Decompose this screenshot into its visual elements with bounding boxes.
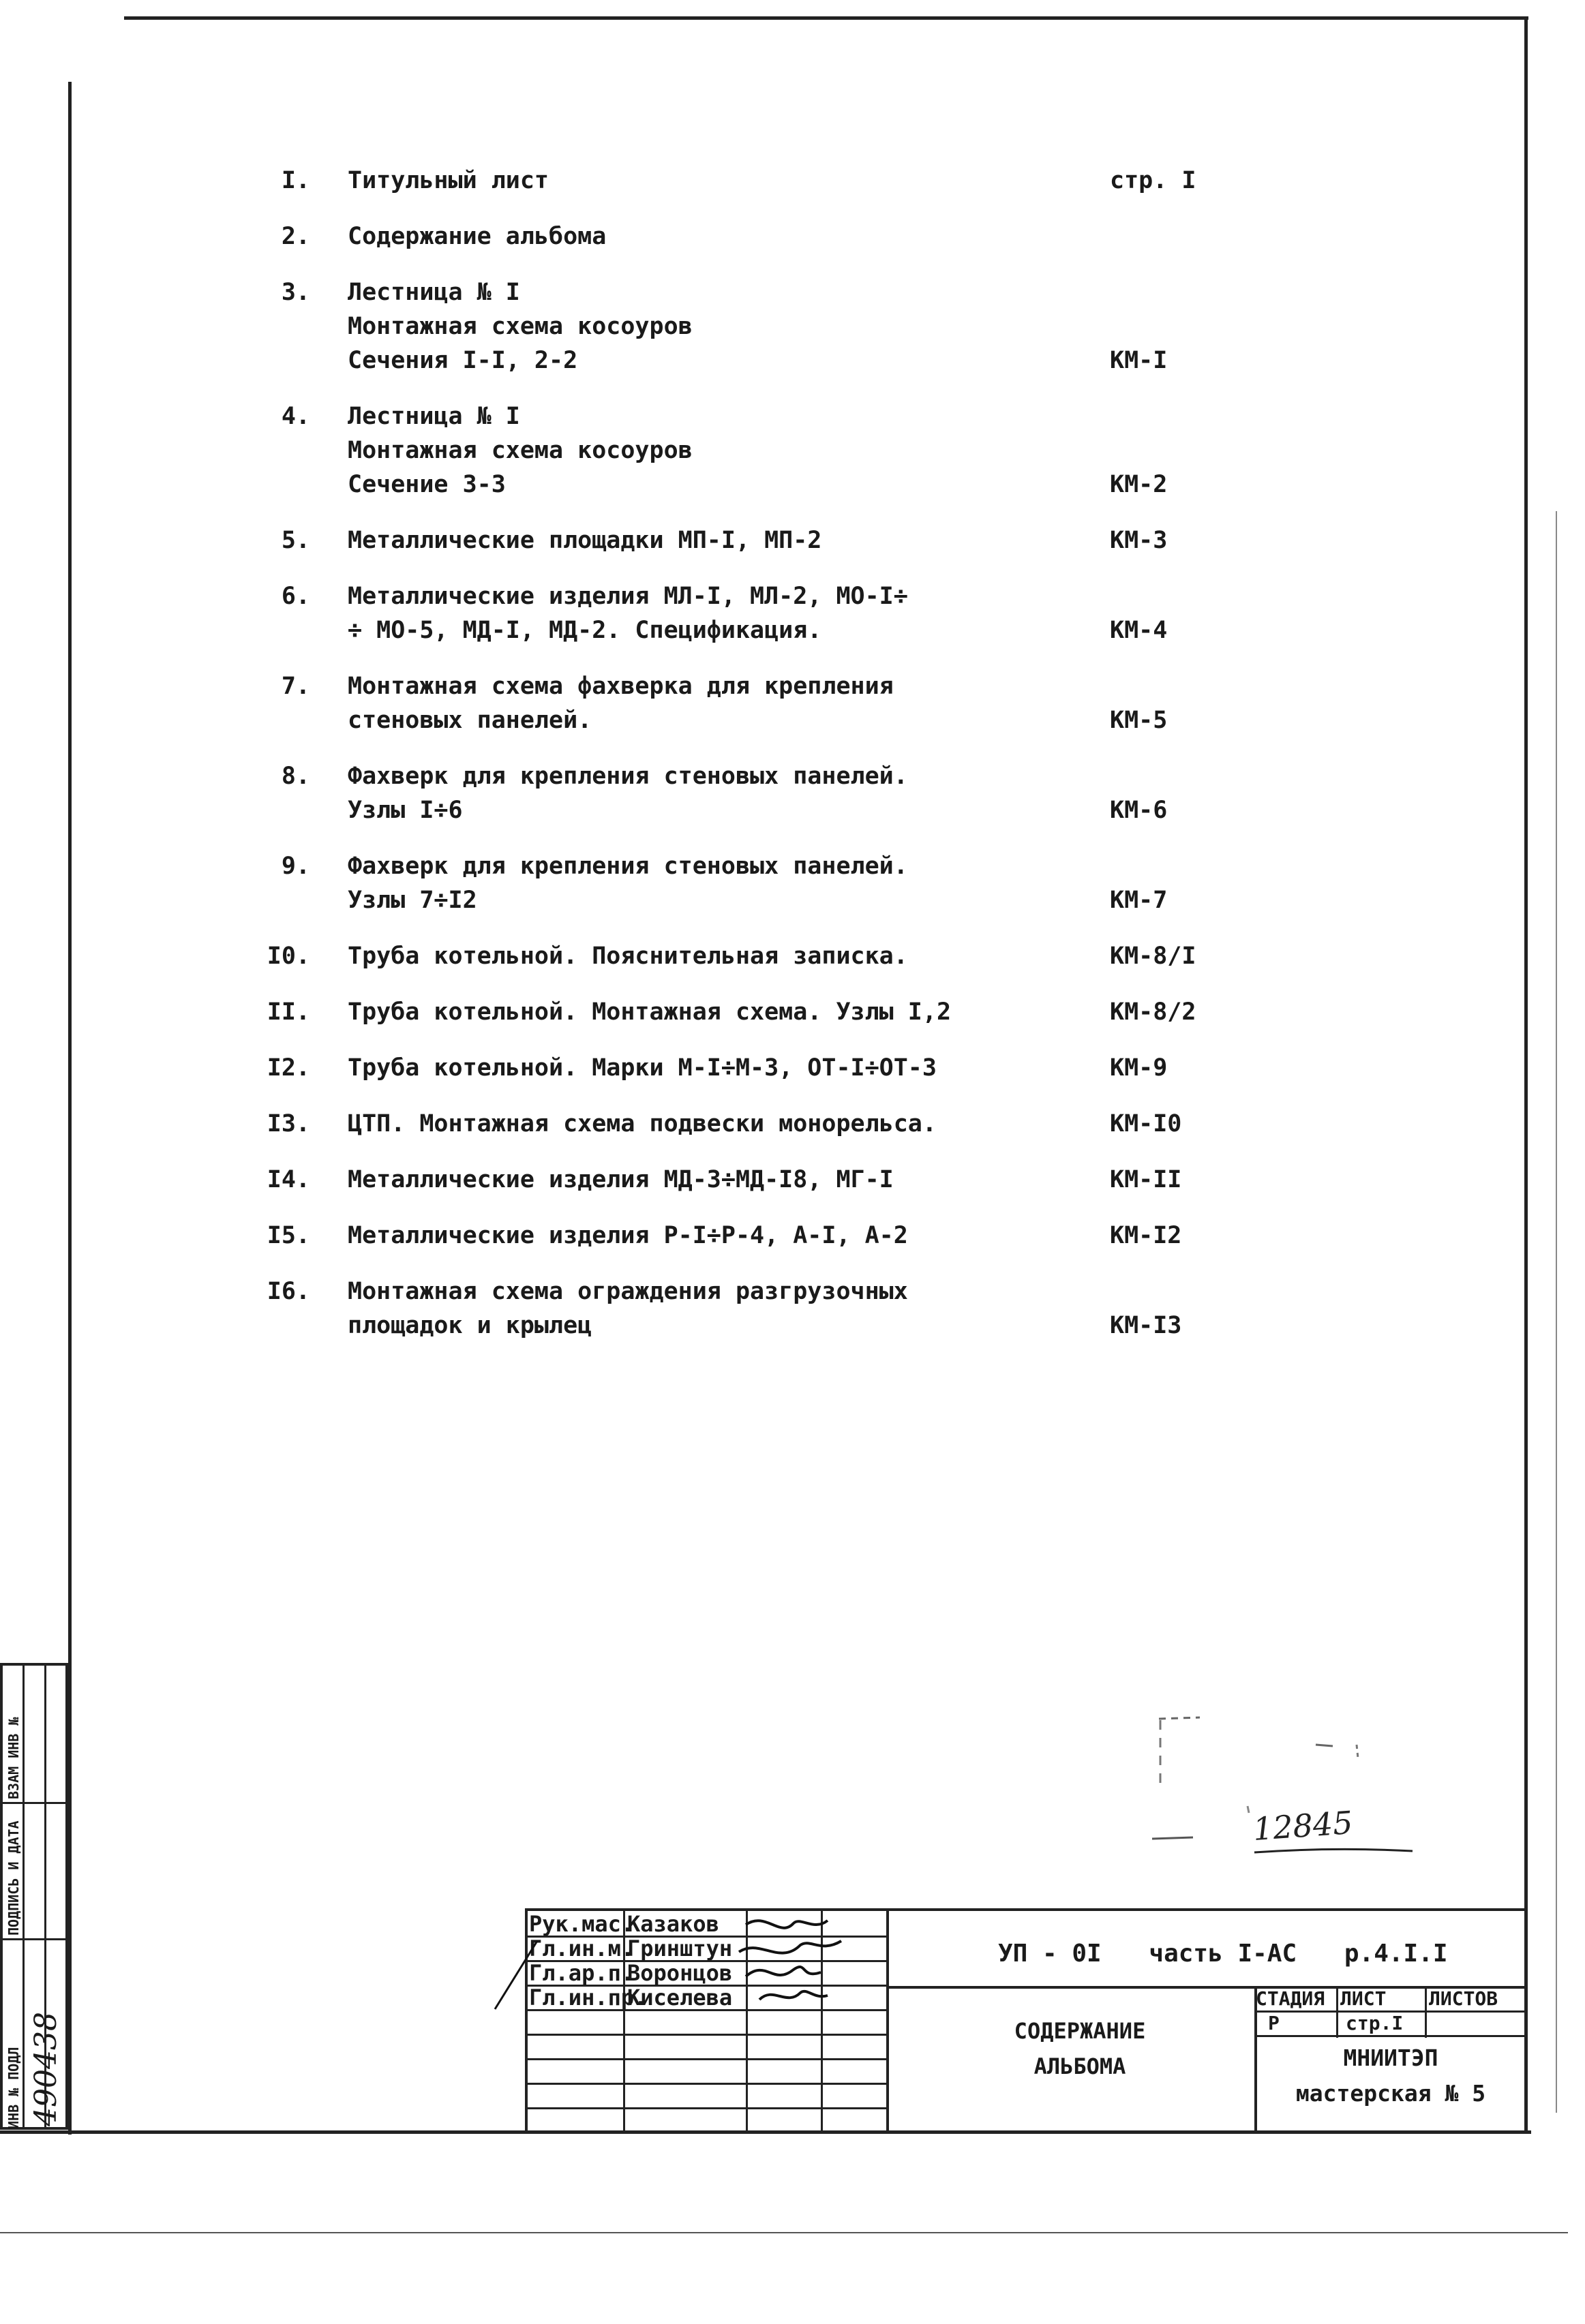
sig-name: Казаков xyxy=(627,1911,719,1937)
document-code xyxy=(998,1940,1481,1968)
toc-number: I. xyxy=(281,167,310,194)
toc-line: Содержание альбома xyxy=(348,223,607,250)
toc-item xyxy=(245,579,1213,647)
toc-text xyxy=(348,399,961,502)
handwritten-signatures xyxy=(732,1911,855,2013)
org-workshop: мастерская № 5 xyxy=(1295,2080,1486,2107)
toc-text xyxy=(348,1163,961,1197)
sheet-title-line: АЛЬБОМА xyxy=(1033,2053,1126,2079)
toc-number: 9. xyxy=(281,853,310,880)
toc-text xyxy=(348,995,961,1029)
contents-list xyxy=(245,164,1213,1364)
toc-sheet-ref: КМ-4 xyxy=(1110,617,1168,644)
toc-line: Металлические изделия МЛ-I, МЛ-2, МО-I÷ xyxy=(348,583,908,610)
handwritten-underline xyxy=(1252,1844,1415,1858)
toc-text xyxy=(348,579,961,647)
toc-item xyxy=(245,1051,1213,1085)
toc-number: I6. xyxy=(267,1278,310,1305)
sig-role: Рук.мас. xyxy=(529,1911,635,1937)
toc-line: Титульный лист xyxy=(348,167,549,194)
toc-line: Труба котельной. Монтажная схема. Узлы I,2 xyxy=(348,998,952,1026)
strip-label-replace: ВЗАМ ИНВ № xyxy=(5,1717,22,1799)
sig-row-line xyxy=(528,2083,889,2085)
toc-item xyxy=(245,669,1213,737)
toc-number: II. xyxy=(267,998,310,1026)
toc-line: Фахверк для крепления стеновых панелей. xyxy=(348,763,908,790)
toc-sheet-ref: КМ-9 xyxy=(1110,1054,1168,1082)
toc-line: Сечение 3-3 xyxy=(348,471,506,498)
toc-sheet-ref: КМ-3 xyxy=(1110,527,1168,554)
toc-sheet-ref: КМ-I xyxy=(1110,347,1168,374)
toc-sheet-ref: КМ-II xyxy=(1110,1166,1182,1193)
toc-line: Сечения I-I, 2-2 xyxy=(348,347,578,374)
toc-item xyxy=(245,1163,1213,1197)
left-archive-strip xyxy=(0,1663,68,2130)
toc-sheet-ref: КМ-I2 xyxy=(1110,1222,1182,1249)
toc-number: 5. xyxy=(281,527,310,554)
toc-item xyxy=(245,523,1213,557)
toc-number: 8. xyxy=(281,763,310,790)
sig-role: Гл.ин.пр. xyxy=(529,1985,648,2010)
page-right-edge-line xyxy=(1556,511,1557,2113)
toc-item xyxy=(245,275,1213,378)
toc-item xyxy=(245,219,1213,254)
frame-left-border xyxy=(68,82,72,2135)
code-part: часть I-АС xyxy=(1149,1940,1297,1968)
strip-label-inv: ИНВ № ПОДЛ xyxy=(5,2047,22,2129)
toc-line: Монтажная схема фахверка для крепления xyxy=(348,673,894,700)
toc-number: I4. xyxy=(267,1166,310,1193)
toc-text xyxy=(348,669,961,737)
sheet-header: ЛИСТ xyxy=(1340,1987,1387,2010)
toc-text xyxy=(348,219,961,254)
strip-divider xyxy=(3,1938,65,1940)
toc-line: Узлы 7÷I2 xyxy=(348,887,477,914)
toc-line: ÷ МО-5, МД-I, МД-2. Спецификация. xyxy=(348,617,822,644)
strip-inv-number: 490438 xyxy=(29,2012,63,2126)
toc-line: Лестница № I xyxy=(348,403,520,430)
sig-role: Гл.ин.м. xyxy=(529,1936,635,1961)
sheet-value: стр.I xyxy=(1346,2012,1404,2034)
pen-stroke xyxy=(492,1938,540,2013)
stage-header: СТАДИЯ xyxy=(1256,1987,1325,2010)
stage-sheet-grid xyxy=(1254,1986,1527,2038)
toc-item xyxy=(245,1107,1213,1141)
toc-sheet-ref: КМ-7 xyxy=(1110,887,1168,914)
toc-line: Узлы I÷6 xyxy=(348,797,463,824)
toc-item xyxy=(245,849,1213,917)
title-block xyxy=(525,1908,1527,2133)
toc-number: 4. xyxy=(281,403,310,430)
organization xyxy=(1254,2040,1527,2111)
toc-line: Металлические изделия Р-I÷Р-4, А-I, А-2 xyxy=(348,1222,908,1249)
toc-line: ЦТП. Монтажная схема подвески монорельса. xyxy=(348,1110,937,1137)
toc-sheet-ref: КМ-2 xyxy=(1110,471,1168,498)
sig-name: Воронцов xyxy=(627,1960,733,1986)
toc-text xyxy=(348,1051,961,1085)
toc-number: 2. xyxy=(281,223,310,250)
toc-item xyxy=(245,399,1213,502)
toc-sheet-ref: КМ-I0 xyxy=(1110,1110,1182,1137)
toc-line: Монтажная схема ограждения разгрузочных xyxy=(348,1278,908,1305)
sig-row-line xyxy=(528,2058,889,2060)
toc-line: Металлические изделия МД-3÷МД-I8, МГ-I xyxy=(348,1166,894,1193)
strip-label-signature: ПОДПИСЬ И ДАТА xyxy=(5,1820,22,1936)
toc-sheet-ref: стр. I xyxy=(1110,167,1196,194)
strip-divider xyxy=(3,1802,65,1804)
toc-sheet-ref: КМ-5 xyxy=(1110,707,1168,734)
toc-number: I0. xyxy=(267,943,310,970)
toc-sheet-ref: КМ-I3 xyxy=(1110,1312,1182,1339)
toc-line: Монтажная схема косоуров xyxy=(348,437,693,464)
toc-item xyxy=(245,995,1213,1029)
sig-name: Киселева xyxy=(627,1985,733,2010)
toc-text xyxy=(348,1107,961,1141)
toc-item xyxy=(245,939,1213,973)
toc-text xyxy=(348,523,961,557)
toc-text xyxy=(348,1219,961,1253)
toc-line: Монтажная схема косоуров xyxy=(348,313,693,340)
grid-line xyxy=(1425,1986,1427,2038)
toc-text xyxy=(348,939,961,973)
toc-number: I3. xyxy=(267,1110,310,1137)
toc-sheet-ref: КМ-8/2 xyxy=(1110,998,1196,1026)
code-section: р.4.I.I xyxy=(1344,1940,1448,1968)
frame-right-border xyxy=(1524,16,1528,2133)
toc-item xyxy=(245,759,1213,827)
stage-value: Р xyxy=(1268,2012,1280,2034)
sig-row-line xyxy=(528,2034,889,2036)
sheet-title xyxy=(937,2013,1223,2084)
toc-line: Труба котельной. Пояснительная записка. xyxy=(348,943,908,970)
page-edge-line xyxy=(0,2232,1568,2233)
grid-line xyxy=(1254,2035,1527,2037)
toc-line: Лестница № I xyxy=(348,279,520,306)
toc-text xyxy=(348,275,961,378)
frame-top-border xyxy=(124,16,1528,20)
signature-table xyxy=(528,1911,889,2133)
toc-number: I2. xyxy=(267,1054,310,1082)
toc-number: 6. xyxy=(281,583,310,610)
toc-line: Труба котельной. Марки М-I÷М-3, ОТ-I÷ОТ-3 xyxy=(348,1054,937,1082)
sig-row-line xyxy=(528,2107,889,2109)
code-series: УП - 0I xyxy=(998,1940,1102,1968)
toc-line: площадок и крылец xyxy=(348,1312,592,1339)
toc-text xyxy=(348,849,961,917)
toc-line: стеновых панелей. xyxy=(348,707,592,734)
sig-role: Гл.ар.п. xyxy=(529,1960,635,1986)
sig-name: Гринштун xyxy=(627,1936,733,1961)
handwritten-number: 12845 xyxy=(1252,1803,1355,1848)
sheets-header: ЛИСТОВ xyxy=(1429,1987,1498,2010)
toc-number: I5. xyxy=(267,1222,310,1249)
sheet-title-line: СОДЕРЖАНИЕ xyxy=(1014,2018,1146,2044)
toc-sheet-ref: КМ-6 xyxy=(1110,797,1168,824)
toc-number: 7. xyxy=(281,673,310,700)
toc-sheet-ref: КМ-8/I xyxy=(1110,943,1196,970)
toc-line: Фахверк для крепления стеновых панелей. xyxy=(348,853,908,880)
grid-line xyxy=(1336,1986,1338,2038)
toc-text xyxy=(348,759,961,827)
toc-item xyxy=(245,164,1213,198)
toc-text xyxy=(348,1274,961,1343)
org-name: МНИИТЭП xyxy=(1343,2045,1438,2071)
toc-line: Металлические площадки МП-I, МП-2 xyxy=(348,527,822,554)
toc-item xyxy=(245,1274,1213,1343)
toc-number: 3. xyxy=(281,279,310,306)
toc-item xyxy=(245,1219,1213,1253)
toc-text xyxy=(348,164,961,198)
